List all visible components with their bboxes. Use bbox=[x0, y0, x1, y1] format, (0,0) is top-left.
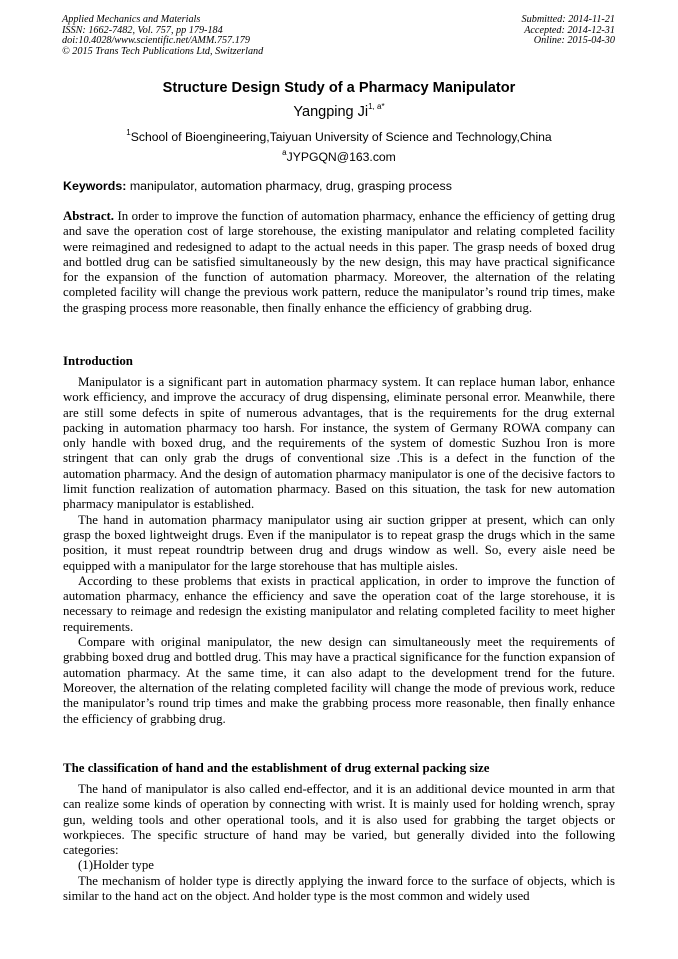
author-name: Yangping Ji bbox=[293, 104, 369, 120]
intro-paragraph: Manipulator is a significant part in automation pharmacy system. It can replace human labor, enhance work efficiency, and improve the accuracy of drug dispensing, eliminate personal error. Meanwhile, there are still some defects in spite of numerous advantages, that is the requirements for the drug external packing in automation pharmacy too harsh. For instance, the system of Germany ROWA company can only handle with boxed drug, and the requirements of the system of domestic Suzhou Iron is more stringent that can only grab the drugs of conventional size .This is a defect in the function of the automation pharmacy. And the design of automation pharmacy manipulator is one of the decisive factors to limit function realization of automation pharmacy. Based on this situation, the task for new automation pharmacy manipulator is established. bbox=[63, 375, 615, 512]
email-mark: a bbox=[282, 148, 287, 157]
paper-title: Structure Design Study of a Pharmacy Manipulator bbox=[162, 80, 516, 96]
email-line bbox=[0, 150, 678, 164]
affiliation-line bbox=[0, 130, 678, 144]
doi-line: doi:10.4028/www.scientific.net/AMM.757.179 bbox=[62, 35, 250, 47]
classification-section bbox=[63, 761, 615, 904]
holder-type-subheading: (1)Holder type bbox=[78, 858, 154, 873]
issn-line: ISSN: 1662-7482, Vol. 757, pp 179-184 bbox=[62, 24, 223, 36]
introduction-heading: Introduction bbox=[63, 354, 133, 368]
submitted-date: Submitted: 2014-11-21 bbox=[521, 14, 615, 25]
journal-info bbox=[62, 15, 263, 57]
accepted-date: Accepted: 2014-12-31 bbox=[524, 24, 615, 36]
classification-paragraph: The hand of manipulator is also called end-effector, and it is an additional device mounted in arm that can realize some kinds of operation by connecting with wrist. It is mainly used for holding wrench, spray gun, welding tools and other operational tools, and it is also used for grabbing the target objects or workpieces. The specific structure of hand may be varied, but generally divided into the following categories: bbox=[63, 782, 615, 858]
author-line bbox=[0, 104, 678, 120]
classification-heading: The classification of hand and the establishment of drug external packing size bbox=[63, 761, 490, 775]
intro-paragraph: According to these problems that exists in practical application, in order to improve the function of automation pharmacy, enhance the efficiency and save the operation coat of the large storehouse, it is necessary to reimage and redesign the existing manipulator and relating completed facility to meet higher requirements. bbox=[63, 573, 615, 634]
abstract-label: Abstract. bbox=[63, 209, 115, 223]
copyright-line: © 2015 Trans Tech Publications Ltd, Switzerland bbox=[62, 45, 264, 57]
keywords-text: manipulator, automation pharmacy, drug, grasping process bbox=[129, 179, 452, 193]
introduction-section bbox=[63, 354, 615, 727]
affiliation-text: School of Bioengineering,Taiyuan University of Science and Technology,China bbox=[130, 130, 552, 144]
online-date: Online: 2015-04-30 bbox=[533, 35, 615, 47]
affiliation-mark: 1 bbox=[126, 128, 131, 137]
intro-paragraph: The hand in automation pharmacy manipulator using air suction gripper at present, which can only grasp the boxed lightweight drugs. Even if the manipulator is to repeat grasp the drugs which in the same position, it must repeat roundtrip between drug and drugs window as well. So, every aisle need be equipped with a manipulator for the large storehouse that has multiple aisles. bbox=[63, 512, 615, 573]
author-affiliation-mark: 1, a* bbox=[368, 102, 385, 111]
abstract-section bbox=[63, 209, 615, 316]
classification-paragraph: The mechanism of holder type is directly applying the inward force to the surface of objects, which is similar to the hand act on the object. And holder type is the most common and widely used bbox=[63, 873, 615, 904]
abstract-text: In order to improve the function of automation pharmacy, enhance the efficiency of getting drug and save the operation cost of large storehouse, the existing manipulator and relating completed facility were reimagined and redesigned to adapt to the actual needs in this paper. The grasp needs of boxed drug and bottled drug can be satisfied simultaneously by the new design, this may have practical significance for the expansion of the function of automation pharmacy. Moreover, the alternation of the relating completed facility will change the previous work pattern, reduce the manipulator’s round trip times, make the grasping process more reasonable, then finally enhance the efficiency of grabbing drug. bbox=[63, 209, 615, 315]
email-address: JYPGQN@163.com bbox=[286, 150, 396, 164]
dates-info bbox=[522, 15, 615, 47]
journal-name: Applied Mechanics and Materials bbox=[62, 14, 201, 25]
keywords-line bbox=[63, 179, 615, 193]
intro-paragraph: Compare with original manipulator, the new design can simultaneously meet the requirements of grabbing boxed drug and bottled drug. This may have a practical significance for the function expansion of automation pharmacy. At the same time, it can also adapt to the development trend for the future. Moreover, the alternation of the relating completed facility will change the mode of previous work, reduce the manipulator’s round trip times and make the grabbing process more reasonable, then finally enhance the efficiency of grabbing drug. bbox=[63, 635, 615, 726]
keywords-label: Keywords: bbox=[63, 179, 127, 193]
